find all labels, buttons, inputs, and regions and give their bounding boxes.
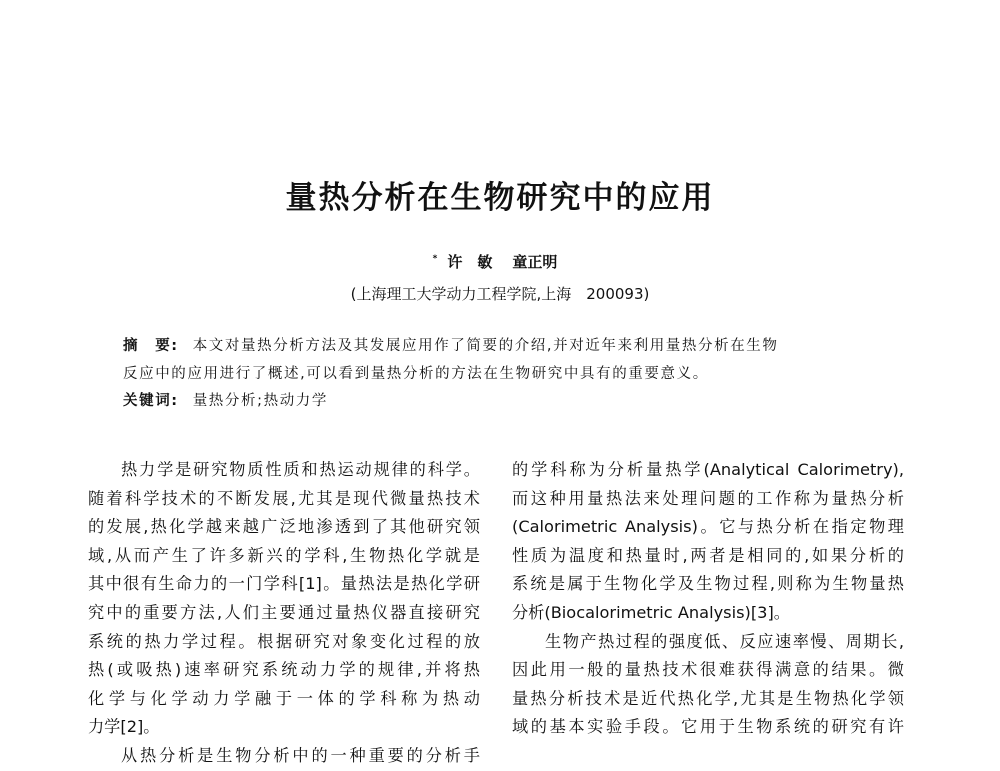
body-line: 域的基本实验手段。它用于生物系统的研究有许 [512, 717, 904, 737]
body-line: 从热分析是生物分析中的一种重要的分析手 [121, 745, 480, 765]
body-line: 因此用一般的量热技术很难获得满意的结果。微 [512, 660, 904, 680]
body-line: 究中的重要方法,人们主要通过量热仪器直接研究 [88, 602, 480, 622]
left-column [88, 456, 480, 771]
body-line: 热力学是研究物质性质和热运动规律的科学。 [121, 460, 480, 479]
author-name: 许 敏 [447, 253, 493, 271]
paper-title: 量热分析在生物研究中的应用 [285, 180, 715, 216]
body-line: 随着科学技术的不断发展,尤其是现代微量热技术 [88, 488, 480, 508]
affiliation: (上海理工大学动力工程学院,上海 200093) [350, 285, 650, 303]
body-line: 而这种用量热法来处理问题的工作称为量热分析 [512, 488, 904, 508]
author-name: 童正明 [512, 253, 558, 271]
body-line: 系统的热力学过程。根据研究对象变化过程的放 [88, 631, 480, 651]
body-line: 域,从而产生了许多新兴的学科,生物热化学就是 [88, 545, 480, 565]
abstract [123, 333, 883, 416]
keywords-label: 关键词: [123, 393, 179, 409]
body-line: 性质为温度和热量时,两者是相同的,如果分析的 [512, 545, 904, 565]
abstract-line: 本文对量热分析方法及其发展应用作了简要的介绍,并对近年来利用量热分析在生物 [192, 338, 779, 354]
right-column [512, 456, 904, 742]
body-line: (Calorimetric Analysis)。它与热分析在指定物理 [512, 517, 904, 537]
body-line: 化学与化学动力学融于一体的学科称为热动 [88, 688, 480, 708]
body-line: 生物产热过程的强度低、反应速率慢、周期长, [545, 631, 904, 651]
abstract-line: 反应中的应用进行了概述,可以看到量热分析的方法在生物研究中具有的重要意义。 [123, 365, 709, 382]
corresponding-marker: * [432, 254, 438, 264]
body-line: 分析(Biocalorimetric Analysis)[3]。 [512, 602, 790, 622]
body-line: 的学科称为分析量热学(Analytical Calorimetry), [512, 460, 904, 479]
body-line: 热(或吸热)速率研究系统动力学的规律,并将热 [88, 660, 480, 680]
body-line: 量热分析技术是近代热化学,尤其是生物热化学领 [512, 688, 904, 708]
body-line: 系统是属于生物化学及生物过程,则称为生物量热 [512, 574, 904, 594]
keywords: 量热分析;热动力学 [192, 393, 328, 409]
body-line: 的发展,热化学越来越广泛地渗透到了其他研究领 [88, 517, 480, 537]
authors [0, 251, 1000, 272]
body-line: 力学[2]。 [88, 717, 160, 737]
body-line: 其中很有生命力的一门学科[1]。量热法是热化学研 [88, 574, 480, 594]
abstract-label: 摘 要: [123, 338, 179, 354]
